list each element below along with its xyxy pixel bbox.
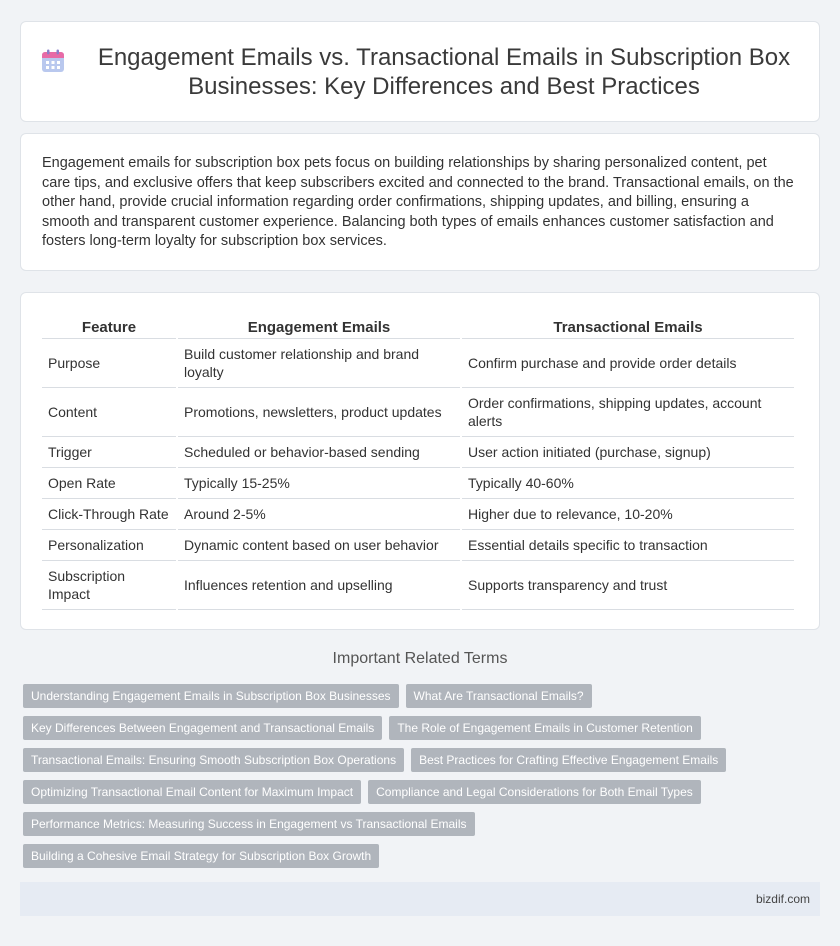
- row-engagement: Dynamic content based on user behavior: [178, 530, 460, 561]
- row-engagement: Around 2-5%: [178, 499, 460, 530]
- related-tag[interactable]: The Role of Engagement Emails in Customer Retention: [389, 716, 700, 740]
- row-feature: Click-Through Rate: [42, 499, 176, 530]
- related-terms-title: Important Related Terms: [332, 650, 508, 667]
- row-engagement: Influences retention and upselling: [178, 561, 460, 610]
- table-row: [42, 530, 794, 561]
- row-transactional: Essential details specific to transaction: [462, 530, 794, 561]
- row-feature: Subscription Impact: [42, 561, 176, 610]
- row-feature: Content: [42, 388, 176, 437]
- related-tag[interactable]: Building a Cohesive Email Strategy for Subscription Box Growth: [23, 844, 379, 868]
- related-tag[interactable]: What Are Transactional Emails?: [406, 684, 592, 708]
- header-transactional: Transactional Emails: [462, 313, 794, 339]
- related-tag[interactable]: Understanding Engagement Emails in Subscription Box Businesses: [23, 684, 399, 708]
- row-engagement: Scheduled or behavior-based sending: [178, 437, 460, 468]
- table-row: [42, 339, 794, 388]
- row-transactional: Order confirmations, shipping updates, account alerts: [462, 388, 794, 437]
- related-terms-section: [20, 650, 820, 876]
- row-feature: Purpose: [42, 339, 176, 388]
- related-tag[interactable]: Compliance and Legal Considerations for Both Email Types: [368, 780, 701, 804]
- footer-brand-link[interactable]: bizdif.com: [755, 892, 810, 906]
- comparison-table: [40, 313, 796, 610]
- row-feature: Open Rate: [42, 468, 176, 499]
- row-transactional: Typically 40-60%: [462, 468, 794, 499]
- row-transactional: Supports transparency and trust: [462, 561, 794, 610]
- header-feature: Feature: [42, 313, 176, 339]
- footer: [20, 882, 820, 916]
- calendar-icon: [40, 48, 66, 74]
- table-row: [42, 437, 794, 468]
- row-feature: Personalization: [42, 530, 176, 561]
- page-title: Engagement Emails vs. Transactional Emails in Subscription Box Businesses: Key Differences and Best Practices: [97, 43, 791, 100]
- table-header-row: [42, 313, 794, 339]
- header-engagement: Engagement Emails: [178, 313, 460, 339]
- table-row: [42, 561, 794, 610]
- intro-paragraph: Engagement emails for subscription box pets focus on building relationships by sharing personalized content, pet care tips, and exclusive offers that keep subscribers excited and connected to the brand. Transactional emails, on the other hand, provide crucial information regarding order confirmations, shipping updates, and billing, ensuring a smooth and transparent customer experience. Balancing both types of emails enhances customer satisfaction and fosters long-term loyalty for subscription box services.: [42, 155, 794, 249]
- related-tag[interactable]: Optimizing Transactional Email Content for Maximum Impact: [23, 780, 361, 804]
- related-tags: [20, 684, 820, 876]
- row-engagement: Promotions, newsletters, product updates: [178, 388, 460, 437]
- row-feature: Trigger: [42, 437, 176, 468]
- table-row: [42, 388, 794, 437]
- title-wrap: [40, 43, 800, 101]
- row-transactional: User action initiated (purchase, signup): [462, 437, 794, 468]
- table-row: [42, 499, 794, 530]
- row-transactional: Higher due to relevance, 10-20%: [462, 499, 794, 530]
- title-card: [20, 21, 820, 122]
- related-tag[interactable]: Transactional Emails: Ensuring Smooth Subscription Box Operations: [23, 748, 404, 772]
- table-row: [42, 468, 794, 499]
- intro-card: [20, 133, 820, 271]
- row-transactional: Confirm purchase and provide order details: [462, 339, 794, 388]
- row-engagement: Typically 15-25%: [178, 468, 460, 499]
- row-engagement: Build customer relationship and brand loyalty: [178, 339, 460, 388]
- comparison-card: [20, 292, 820, 630]
- related-tag[interactable]: Performance Metrics: Measuring Success in Engagement vs Transactional Emails: [23, 812, 475, 836]
- related-tag[interactable]: Best Practices for Crafting Effective Engagement Emails: [411, 748, 726, 772]
- related-tag[interactable]: Key Differences Between Engagement and Transactional Emails: [23, 716, 382, 740]
